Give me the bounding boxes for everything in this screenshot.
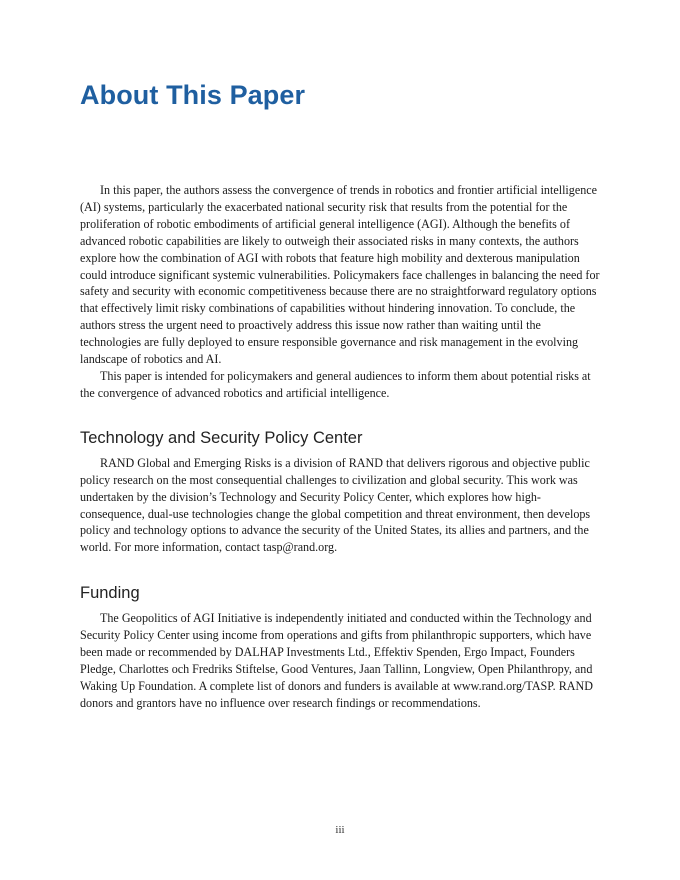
- about-paragraph-audience: This paper is intended for policymakers and general audiences to inform them about potential risks at the convergence of advanced robotics and artificial intelligence.: [80, 368, 591, 400]
- page-content: [80, 182, 600, 712]
- funding-section: [80, 584, 600, 711]
- tech-center-section: [80, 429, 600, 556]
- funding-paragraph: The Geopolitics of AGI Initiative is independently initiated and conducted within the Technology and Security Policy Center using income from operations and gifts from philanthropic supporters, which have been made or recommended by DALHAP Investments Ltd., Effektiv Spenden, Ergo Impact, Founders Pledge, Charlottes och Fredriks Stiftelse, Good Ventures, Jaan Tallinn, Longview, Open Philanthropy, and Waking Up Foundation. A complete list of donors and funders is available at www.rand.org/TASP. RAND donors and grantors have no influence over research findings or recommendations.: [80, 611, 593, 710]
- about-paragraph-summary: In this paper, the authors assess the convergence of trends in robotics and frontier artificial intelligence (AI) systems, particularly the exacerbated national security risk that results from the potential for the proliferation of robotic embodiments of artificial general intelligence (AGI). Although the benefits of advanced robotic capabilities are likely to outweigh their associated risks in many contexts, the authors explore how the combination of AGI with robots that feature high mobility and dexterous manipulation could introduce significant systemic vulnerabilities. Policymakers face challenges in balancing the need for safety and security with economic competitiveness because there are no straightforward regulatory options that effectively limit risky combinations of capabilities without hindering innovation. To conclude, the authors stress the urgent need to proactively address this issue now rather than waiting until the technologies are fully deployed to ensure responsible governance and risk management in the evolving landscape of robotics and AI.: [80, 183, 600, 367]
- tech-center-heading: Technology and Security Policy Center: [80, 428, 363, 447]
- funding-heading: Funding: [80, 584, 140, 603]
- page-number: iii: [335, 824, 345, 836]
- about-section: [80, 182, 600, 402]
- page-title: About This Paper: [80, 80, 306, 110]
- tech-center-paragraph: RAND Global and Emerging Risks is a division of RAND that delivers rigorous and objective public policy research on the most consequential challenges to civilization and global security. This work was undertaken by the division’s Technology and Security Policy Center, which explores how high-consequence, dual-use technologies change the global competition and threat environment, then develops policy and technology options to advance the security of the United States, its allies and partners, and the world. For more information, contact tasp@rand.org.: [80, 455, 591, 555]
